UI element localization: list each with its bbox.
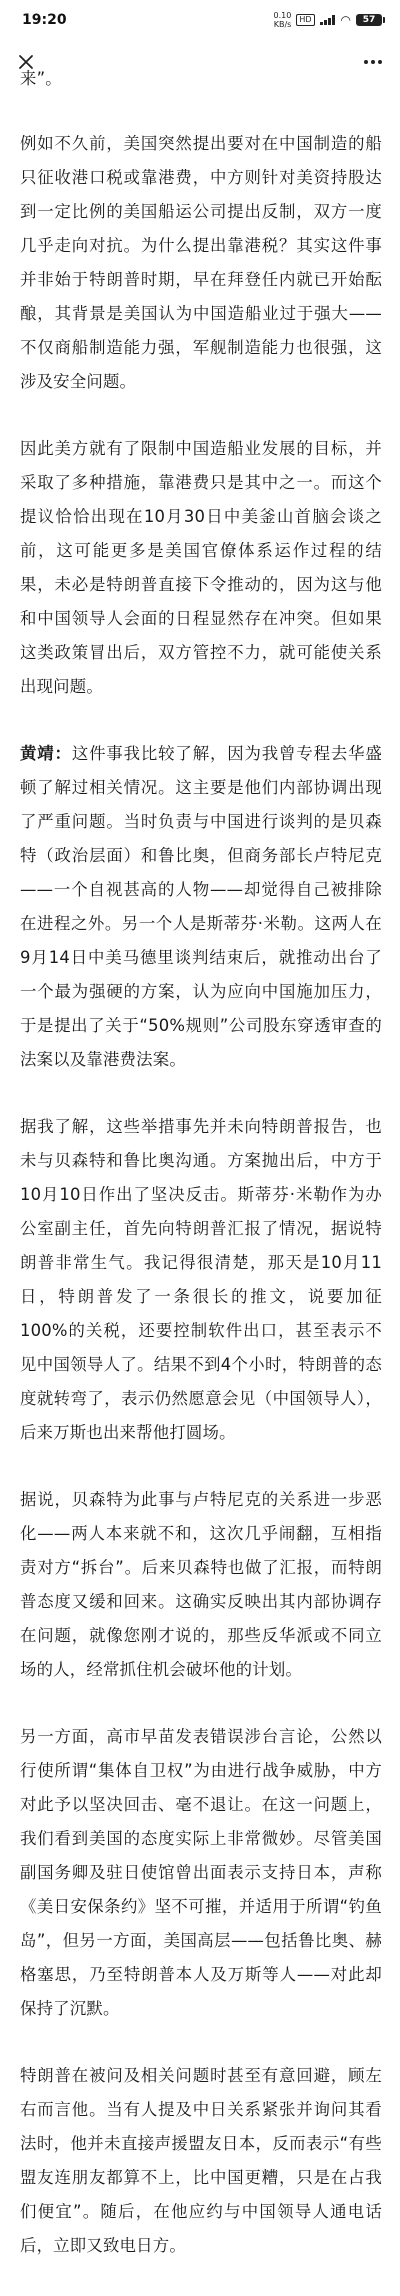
- status-time: 19:20: [22, 12, 67, 28]
- paragraph-text: 这件事我比较了解，因为我曾专程去华盛顿了解过相关情况。这主要是他们内部协调出现了严重问题。当时负责与中国进行谈判的是贝森特（政治层面）和鲁比奥，但商务部长卢特尼克——一个自视甚高的人物——却觉得自己被排除在进程之外。另一个人是斯蒂芬·米勒。这两人在9月14日中美马德里谈判结束后，就推动出台了一个最为强硬的方案，认为应向中国施加压力，于是提出了关于“50%规则”公司股东穿透审查的法案以及靠港费法案。: [20, 744, 382, 1069]
- article-body: [20, 62, 382, 2296]
- signal-icon: [320, 15, 336, 25]
- article-paragraph: 据说，贝森特为此事与卢特尼克的关系进一步恶化——两人本来就不和，这次几乎闹翻，互相指责对方“拆台”。后来贝森特也做了汇报，而特朗普态度又缓和回来。这确实反映出其内部协调存在问题，就像您刚才说的，那些反华派或不同立场的人，经常抓住机会破坏他的计划。: [20, 1490, 382, 1679]
- article-paragraph: 据我了解，这些举措事先并未向特朗普报告，也未与贝森特和鲁比奥沟通。方案抛出后，中方于10月10日作出了坚决反击。斯蒂芬·米勒作为办公室副主任，首先向特朗普汇报了情况，据说特朗普非常生气。我记得很清楚，那天是10月11日，特朗普发了一条很长的推文，说要加征100%的关税，还要控制软件出口，甚至表示不见中国领导人了。结果不到4个小时，特朗普的态度就转弯了，表示仍然愿意会见（中国领导人），后来万斯也出来帮他打圆场。: [20, 1117, 382, 1442]
- article-paragraph: 例如不久前，美国突然提出要对在中国制造的船只征收港口税或靠港费，中方则针对美资持股达到一定比例的美国船运公司提出反制，双方一度几乎走向对抗。为什么提出靠港税？其实这件事并非始于特朗普时期，早在拜登任内就已开始酝酿，其背景是美国认为中国造船业过于强大——不仅商船制造能力强，军舰制造能力也很强，这涉及安全问题。: [20, 134, 382, 391]
- network-speed-unit: KB/s: [273, 20, 292, 29]
- article-paragraph: 来”。: [20, 69, 62, 88]
- hd-icon: HD: [296, 14, 314, 26]
- article-paragraph: 特朗普在被问及相关问题时甚至有意回避，顾左右而言他。当有人提及中日关系紧张并询问其看法时，他并未直接声援盟友日本，反而表示“有些盟友连朋友都算不上，比中国更糟，只是在占我们便宜”。随后，在他应约与中国领导人通电话后，立即又致电日方。: [20, 2066, 382, 2255]
- battery-icon: 57: [356, 14, 382, 26]
- status-bar: [0, 0, 400, 40]
- article-paragraph: 因此美方就有了限制中国造船业发展的目标，并采取了多种措施，靠港费只是其中之一。而这个提议恰恰出现在10月30日中美釜山首脑会谈之前，这可能更多是美国官僚体系运作过程的结果，未必是特朗普直接下令推动的，因为这与他和中国领导人会面的日程显然存在冲突。但如果这类政策冒出后，双方管控不力，就可能使关系出现问题。: [20, 439, 382, 696]
- network-speed: [274, 11, 292, 29]
- article-paragraph-interview: [20, 737, 382, 1077]
- article-paragraph: 另一方面，高市早苗发表错误涉台言论，公然以行使所谓“集体自卫权”为由进行战争威胁，中方对此予以坚决回击、毫不退让。在这一问题上，我们看到美国的态度实际上非常微妙。尽管美国副国务卿及驻日使馆曾出面表示支持日本，声称《美日安保条约》坚不可摧，并适用于所谓“钓鱼岛”，但另一方面，美国高层——包括鲁比奥、赫格塞思，乃至特朗普本人及万斯等人——对此却保持了沉默。: [20, 1727, 382, 2018]
- status-indicators: [274, 11, 382, 29]
- speaker-name: 黄靖：: [20, 744, 72, 763]
- network-speed-value: 0.10: [273, 11, 292, 20]
- wifi-icon: ◠: [340, 13, 351, 27]
